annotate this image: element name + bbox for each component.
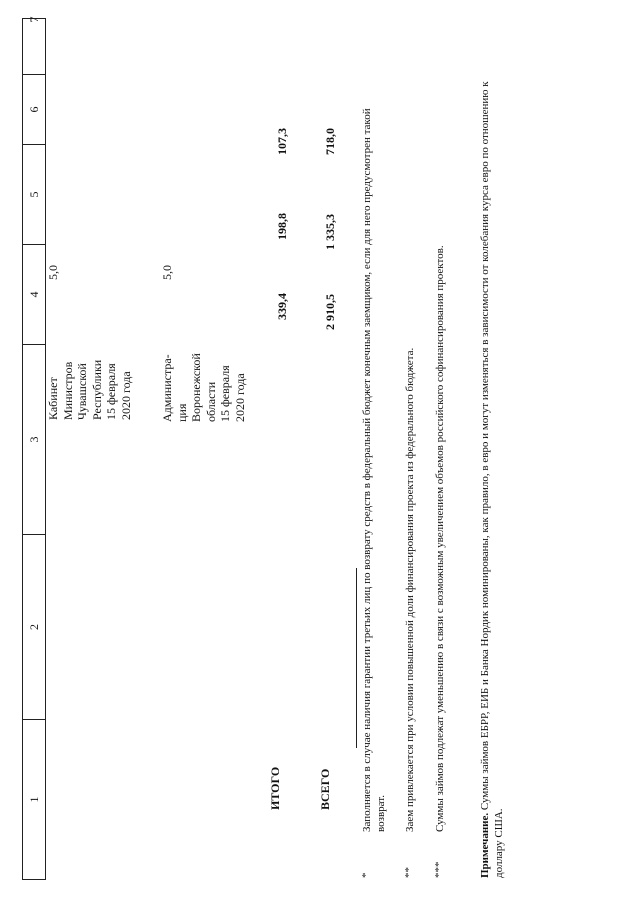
borrower-cell: Кабинет Министров Чувашской Республики 15 февраля 2020 года	[46, 359, 133, 420]
footnote-mark: ***	[433, 861, 445, 878]
column-number: 2	[23, 535, 45, 720]
column-number: 6	[23, 75, 45, 145]
grand-total-col6: 2 910,5	[323, 294, 337, 330]
note-label: Примечание.	[479, 812, 491, 878]
column-number: 4	[23, 245, 45, 345]
column-number: 5	[23, 145, 45, 245]
note-paragraph	[478, 48, 506, 878]
column-number: 3	[23, 345, 45, 535]
column-number: 1	[23, 720, 45, 880]
column-number-header	[22, 18, 46, 880]
note-text: Суммы займов ЕБРР, ЕИБ и Банка Нордик номинированы, как правило, в евро и могут изменяться в зависимости от колебания курса евро по отношению к доллару США.	[479, 81, 505, 878]
footnote-text: Заем привлекается при условии повышенной доли финансирования проекта из федерального бюджета.	[404, 347, 416, 832]
column-number: 7	[23, 0, 45, 75]
footnote-mark: **	[403, 867, 415, 878]
footnote-text: Заполняется в случае наличия гарантии третьих лиц по возврату средств в федеральный бюджет конечным заемщиком, если для него предусмотрен такой возврат.	[361, 108, 387, 832]
total-col6: 339,4	[275, 293, 289, 320]
total-col8: 107,3	[275, 128, 289, 155]
footnote-mark: *	[360, 872, 372, 878]
grand-total-col7: 1 335,3	[323, 214, 337, 250]
column-6-value: 5,0	[46, 265, 60, 280]
total-col7: 198,8	[275, 213, 289, 240]
borrower-cell: Администра- ция Воронежской области 15 февраля 2020 года	[160, 353, 247, 422]
footnote-rule	[356, 568, 357, 748]
column-6-value: 5,0	[160, 265, 174, 280]
footnote-text: Суммы займов подлежат уменьшению в связи с возможным увеличением объемов российского софинансирования проектов.	[434, 245, 446, 832]
total-label: ИТОГО	[268, 766, 282, 810]
grand-total-col8: 718,0	[323, 128, 337, 155]
grand-total-label: ВСЕГО	[318, 768, 332, 810]
